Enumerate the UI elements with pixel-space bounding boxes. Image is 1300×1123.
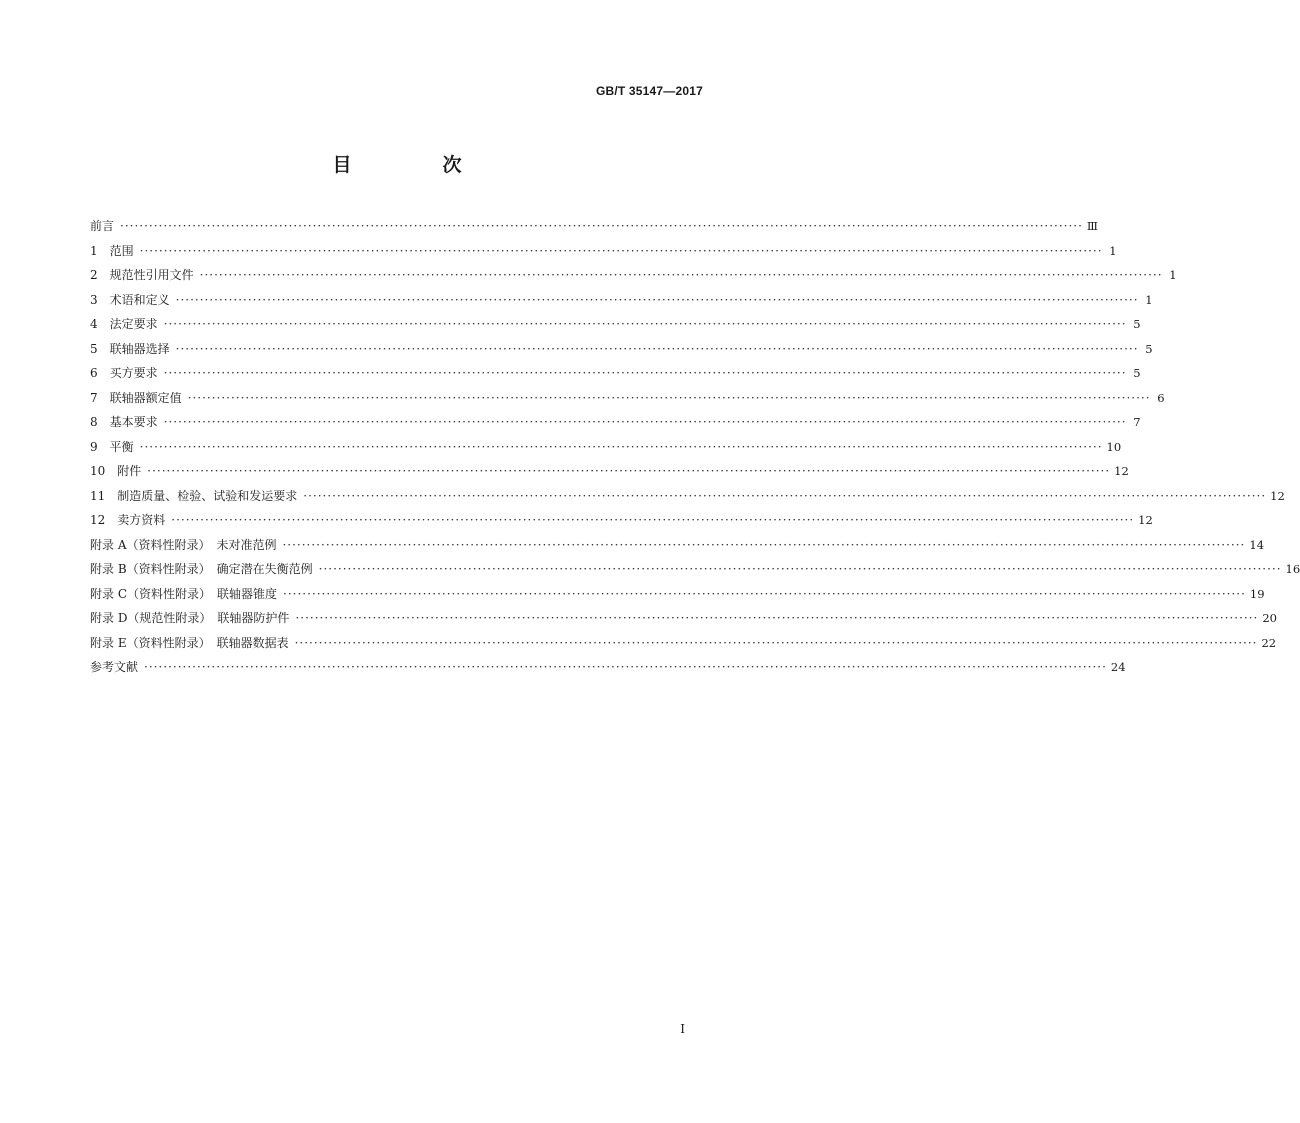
toc-entry-page: 20: [1262, 611, 1277, 625]
toc-entry-3[interactable]: [90, 290, 1153, 315]
toc-entry-page: 1: [1169, 268, 1177, 282]
toc-entry-appendix-e[interactable]: [90, 633, 1277, 658]
toc-entry-9[interactable]: [90, 437, 1122, 462]
toc-entry-label: 4 法定要求: [90, 317, 158, 331]
toc-entry-page: 1: [1145, 292, 1153, 307]
toc-entry-label: 附录 D（规范性附录） 联轴器防护件: [90, 611, 290, 625]
toc-leader-dots: ········································································································································································································: [163, 366, 1127, 380]
toc-leader-dots: ········································································································································································································: [294, 635, 1258, 650]
toc-leader-dots: ········································································································································································································: [295, 611, 1259, 625]
toc-entry-label: 附录 A（资料性附录） 未对准范例: [90, 537, 277, 552]
toc-entry-label: 1 范围: [90, 243, 134, 258]
toc-entry-label: 附录 B（资料性附录） 确定潜在失衡范例: [90, 562, 313, 576]
toc-leader-dots: ········································································································································································································: [283, 586, 1246, 601]
toc-entry-label: 10 附件: [90, 464, 142, 478]
toc-entry-bibliography[interactable]: [90, 657, 1126, 682]
toc-entry-2[interactable]: [90, 265, 1177, 290]
toc-leader-dots: ········································································································································································································: [163, 317, 1127, 331]
toc-entry-label: 12 卖方资料: [90, 513, 166, 527]
toc-entry-8[interactable]: [90, 412, 1141, 437]
toc-entry-1[interactable]: [90, 241, 1117, 266]
toc-leader-dots: ········································································································································································································: [171, 513, 1135, 527]
standard-code: GB/T 35147—2017: [595, 84, 703, 98]
toc-entry-page: 7: [1133, 415, 1141, 429]
toc-leader-dots: ········································································································································································································: [199, 268, 1163, 282]
toc-entry-label: 附录 E（资料性附录） 联轴器数据表: [90, 635, 289, 650]
toc-entry-appendix-d[interactable]: [90, 608, 1277, 633]
toc-leader-dots: ········································································································································································································: [303, 488, 1267, 503]
toc-leader-dots: ········································································································································································································: [120, 219, 1083, 233]
toc-leader-dots: ········································································································································································································: [139, 243, 1103, 258]
toc-leader-dots: ········································································································································································································: [282, 537, 1246, 552]
toc-entry-page: 5: [1133, 317, 1141, 331]
toc-entry-page: 12: [1270, 488, 1285, 503]
toc-entry-page: Ⅲ: [1086, 219, 1098, 233]
toc-entry-7[interactable]: [90, 388, 1165, 413]
toc-entry-label: 11 制造质量、检验、试验和发运要求: [90, 488, 298, 503]
toc-entry-label: 9 平衡: [90, 439, 134, 454]
toc-entry-6[interactable]: [90, 363, 1141, 388]
toc-entry-page: 16: [1285, 562, 1300, 576]
toc-entry-label: 附录 C（资料性附录） 联轴器锥度: [90, 586, 277, 601]
toc-leader-dots: ········································································································································································································: [147, 464, 1111, 478]
toc-entry-page: 24: [1110, 660, 1126, 674]
toc-entry-page: 10: [1106, 439, 1122, 454]
toc-entry-appendix-c[interactable]: [90, 584, 1265, 609]
toc-entry-appendix-b[interactable]: [90, 559, 1300, 584]
toc-entry-page: 14: [1249, 537, 1265, 552]
toc-entry-page: 5: [1145, 341, 1153, 356]
toc-entry-label: 前言: [90, 219, 115, 233]
toc-entry-label: 6 买方要求: [90, 366, 158, 380]
toc-entry-5[interactable]: [90, 339, 1153, 364]
toc-entry-page: 12: [1138, 513, 1153, 527]
toc-entry-appendix-a[interactable]: [90, 535, 1265, 560]
toc-entry-foreword[interactable]: [90, 216, 1098, 241]
toc-entry-label: 2 规范性引用文件: [90, 268, 194, 282]
toc-leader-dots: ········································································································································································································: [144, 660, 1107, 674]
toc-entry-page: 19: [1249, 586, 1265, 601]
table-of-contents: [90, 216, 1300, 682]
toc-entry-page: 5: [1133, 366, 1141, 380]
toc-entry-label: 5 联轴器选择: [90, 341, 170, 356]
toc-leader-dots: ········································································································································································································: [187, 390, 1151, 405]
toc-leader-dots: ········································································································································································································: [318, 562, 1282, 576]
toc-entry-4[interactable]: [90, 314, 1141, 339]
toc-leader-dots: ········································································································································································································: [175, 341, 1139, 356]
toc-entry-12[interactable]: [90, 510, 1153, 535]
toc-entry-page: 6: [1157, 390, 1165, 405]
toc-entry-label: 7 联轴器额定值: [90, 390, 182, 405]
toc-leader-dots: ········································································································································································································: [139, 439, 1103, 454]
toc-leader-dots: ········································································································································································································: [175, 292, 1139, 307]
toc-title: 目 次: [332, 154, 498, 176]
toc-entry-label: 3 术语和定义: [90, 292, 170, 307]
toc-entry-11[interactable]: [90, 486, 1285, 511]
toc-entry-page: 1: [1109, 243, 1117, 258]
toc-entry-page: 22: [1261, 635, 1277, 650]
toc-entry-label: 8 基本要求: [90, 415, 158, 429]
toc-entry-label: 参考文献: [90, 660, 139, 674]
page-number: I: [680, 1022, 685, 1036]
toc-entry-page: 12: [1114, 464, 1129, 478]
toc-leader-dots: ········································································································································································································: [163, 415, 1127, 429]
toc-entry-10[interactable]: [90, 461, 1129, 486]
